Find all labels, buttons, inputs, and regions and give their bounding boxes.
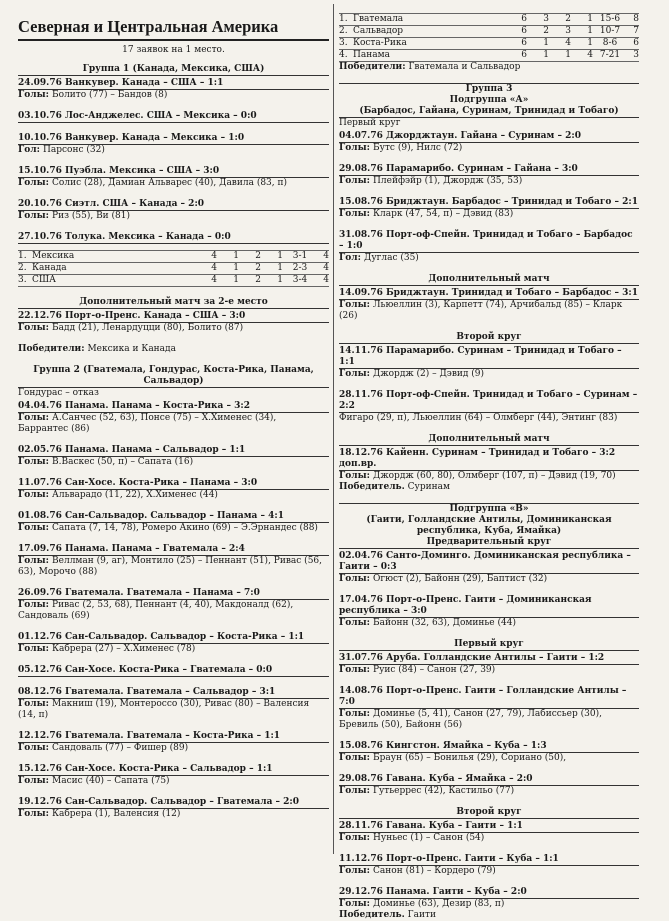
match-header: 14.09.76 Бриджтаун. Тринидад и Тобаго – Барбадос – 3:1 [339,288,639,298]
match [18,687,329,721]
match [18,111,329,123]
match-goals: Голы: Нуньес (1) – Санон (54) [339,833,485,843]
goals-label: Голы: [18,600,53,610]
match [18,588,329,622]
match-goals: Голы: Джордж (60, 80), Олмберг (107, п) – Дэвид (19, 70) [339,471,616,481]
match [18,544,329,578]
match-header: 29.08.76 Парамарибо. Суринам – Гайана – 3:0 [339,164,639,176]
match-header: 14.11.76 Парамарибо. Суринам – Тринидад и Тобаго – 1:1 [339,346,639,369]
match [18,133,329,156]
subgroup-b-winner: Победитель. Гаити [339,910,436,920]
match-header: 29.08.76 Гавана. Куба – Ямайка – 2:0 [339,774,639,786]
goals-label: Голы: [18,490,53,500]
match-header: 17.04.76 Порт-о-Пренс. Гаити – Доминиканская республика – 3:0 [339,595,639,618]
match [18,511,329,534]
goals-label: Голы: [339,209,374,219]
group2-withdrawn: Гондурас – отказ [18,388,99,398]
goals-label: Голы: [18,178,53,188]
match [339,346,639,380]
match-header: 27.10.76 Толука. Мексика – Канада – 0:0 [18,232,329,244]
goals-label: Голы: [18,776,53,786]
match-goals: Голы: Альварадо (11, 22), Х.Хименес (44) [18,490,218,500]
goals-label: Голы: [339,369,374,379]
match-header: 04.04.76 Панама. Панама – Коста-Рика – 3:2 [18,401,329,413]
match [339,448,639,482]
goals-label: Гол: [18,145,44,155]
match-goals: Голы: Ривас (2, 53, 68), Пеннант (4, 40), Макдоналд (62), Сандоваль (69) [18,600,294,621]
match [18,78,329,101]
match-goals: Голы: Бутс (9), Нилс (72) [339,143,463,153]
goals-label: Голы: [18,457,53,467]
standings-row: 4. Панама 6 1 1 4 7-21 3 [339,50,639,60]
subgroup-a-round1: Первый круг [339,118,401,128]
match-goals: Голы: А.Санчес (52, 63), Понсе (75) – Х.Хименес (34), Баррантес (86) [18,413,277,434]
match [18,232,329,244]
standings-row: 2. Канада 4 1 2 1 2-3 4 [18,263,329,273]
match-header: 15.08.76 Кингстон. Ямайка – Куба – 1:3 [339,741,639,753]
match [339,164,639,187]
subgroup-a-round2: Второй круг [339,332,639,344]
match-header: 31.07.76 Аруба. Голландские Антилы – Гаити – 1:2 [339,653,639,665]
match-goals: Голы: Риз (55), Ви (81) [18,211,131,221]
subgroup-b-preliminary-matches [339,551,639,629]
match [18,478,329,501]
match-header: 22.12.76 Порт-о-Пренс. Канада – США – 3:0 [18,311,329,323]
standings-row: 1. Мексика 4 1 2 1 3-1 4 [18,251,329,261]
goals-label: Голы: [18,211,53,221]
match [339,551,639,585]
goals-label: Голы: [18,323,53,333]
match [18,311,329,334]
subgroup-b-round1: Первый круг [339,639,639,651]
match-header: 10.10.76 Ванкувер. Канада – Мексика – 1:0 [18,133,329,145]
match-goals: Гол: Дуглас (35) [339,253,419,263]
match [18,764,329,787]
match-header: 18.12.76 Кайенн. Суринам – Тринидад и Тобаго – 3:2 доп.вр. [339,448,639,471]
match-goals: Голы: Браун (65) – Бонилья (29), Сориано (50), [339,753,567,763]
match-header: 05.12.76 Сан-Хосе. Коста-Рика – Гватемала – 0:0 [18,665,329,677]
match-goals: Голы: Масис (40) – Сапата (75) [18,776,170,786]
match [18,199,329,222]
standings-row: 2. Сальвадор 6 2 3 1 10-7 7 [339,26,639,36]
match-header: 08.12.76 Гватемала. Гватемала – Сальвадор – 3:1 [18,687,329,699]
match [339,686,639,731]
match-header: 11.12.76 Порт-о-Пренс. Гаити – Куба – 1:1 [339,854,639,866]
goals-label: Голы: [18,523,53,533]
match-header: 26.09.76 Гватемала. Гватемала – Панама – 7:0 [18,588,329,600]
match [339,854,639,877]
match [339,595,639,629]
match-header: 28.11.76 Гавана. Куба – Гаити – 1:1 [339,821,639,833]
match [339,741,639,764]
match-header: 20.10.76 Сиэтл. США – Канада – 2:0 [18,199,329,211]
goals-label: Голы: [18,699,53,709]
group1-winners: Победители: Мексика и Канада [18,344,176,354]
match-header: 24.09.76 Ванкувер. Канада – США – 1:1 [18,78,329,90]
group1-extra-match [18,311,329,334]
match-goals: Голы: Кабрера (1), Валенсия (12) [18,809,181,819]
match-goals: Фигаро (29, п), Льюеллин (64) – Олмберг (44), Энтинг (83) [339,413,618,423]
subgroup-b-teams: (Гаити, Голландские Антилы, Доминиканская республика, Куба, Ямайка) [366,515,612,536]
match-goals: Голы: Кларк (47, 54, п) – Дэвид (83) [339,209,514,219]
match-header: 15.08.76 Бриджтаун. Барбадос – Тринидад и Тобаго – 2:1 [339,197,639,207]
goals-label: Голы: [339,471,374,481]
goals-label: Голы: [18,743,53,753]
subgroup-b-round1-matches [339,653,639,797]
goals-label: Голы: [339,574,374,584]
subgroup-a-winner: Победитель. Суринам [339,482,450,492]
match-goals: Голы: Доминье (63), Дезир (83, п) [339,899,505,909]
match [18,445,329,468]
group2-matches [18,401,329,820]
goals-label: Голы: [339,866,374,876]
goals-label: Голы: [339,833,374,843]
match [18,797,329,820]
match [339,288,639,322]
group3-title: Группа 3 [339,83,639,95]
match [339,131,639,154]
group1-matches [18,78,329,244]
goals-label: Голы: [339,300,374,310]
group2-standings [339,13,639,62]
goals-label: Голы: [339,899,374,909]
subgroup-a-title: Подгруппа «А» [449,95,529,105]
match-header: 12.12.76 Гватемала. Гватемала – Коста-Рика – 1:1 [18,731,329,743]
left-column [18,13,329,820]
goals-label: Голы: [18,90,53,100]
match-header: 03.10.76 Лос-Анджелес. США – Мексика – 0:0 [18,111,329,123]
group1-extra-title: Дополнительный матч за 2-е место [18,297,329,309]
subgroup-a-extra-title: Дополнительный матч [339,274,639,286]
entries-note: 17 заявок на 1 место. [122,45,225,55]
subgroup-a-extra-match [339,288,639,322]
goals-label: Голы: [18,556,53,566]
goals-label: Голы: [339,176,374,186]
subgroup-b-preliminary: Предварительный круг [339,537,639,549]
group2-winners: Победители: Гватемала и Сальвадор [339,62,521,72]
match-header: 15.10.76 Пуэбла. Мексика – США – 3:0 [18,166,329,178]
goals-label: Гол: [339,253,365,263]
subgroup-a-round2-matches [339,346,639,424]
match-goals: Голы: Байонн (32, 63), Доминье (44) [339,618,516,628]
match-header: 02.05.76 Панама. Панама – Сальвадор – 1:1 [18,445,329,457]
goals-label: Голы: [339,753,374,763]
match [339,774,639,797]
goals-label: Голы: [18,809,53,819]
match-goals: Голы: Санон (81) – Кордеро (79) [339,866,496,876]
match [18,166,329,189]
match-goals: Голы: Руис (84) – Санон (27, 39) [339,665,496,675]
match-header: 01.08.76 Сан-Сальвадор. Сальвадор – Панама – 4:1 [18,511,329,523]
goals-label: Голы: [339,786,374,796]
goals-label: Голы: [339,709,374,719]
match-header: 31.08.76 Порт-оф-Спейн. Тринидад и Тобаго – Барбадос – 1:0 [339,230,639,253]
match [339,197,639,220]
match-goals: Голы: Бадд (21), Ленардуцци (80), Болито (87) [18,323,244,333]
column-divider [333,4,334,854]
goals-label: Голы: [339,665,374,675]
match-header: 15.12.76 Сан-Хосе. Коста-Рика – Сальвадор – 1:1 [18,764,329,776]
match [339,653,639,676]
match-goals: Голы: Сапата (7, 14, 78), Ромеро Акино (69) – Э.Эрнандес (88) [18,523,318,533]
page-title: Северная и Центральная Америка [18,13,329,41]
match [339,390,639,424]
group1-standings [18,250,329,287]
standings-row: 3. США 4 1 2 1 3-4 4 [18,275,329,285]
standings-row: 3. Коста-Рика 6 1 4 1 8-6 6 [339,38,639,48]
match-goals: Голы: Джордж (2) – Дэвид (9) [339,369,485,379]
match-header: 02.04.76 Санто-Доминго. Доминиканская республика – Гаити – 0:3 [339,551,639,574]
right-column [339,13,639,921]
match-goals: Голы: Болито (77) – Бандов (8) [18,90,168,100]
subgroup-b-title: Подгруппа «В» [339,503,639,515]
goals-label: Голы: [339,618,374,628]
goals-label: Голы: [18,413,53,423]
match-goals: Голы: В.Васкес (50, п) – Сапата (16) [18,457,194,467]
match-header: 11.07.76 Сан-Хосе. Коста-Рика – Панама – 3:0 [18,478,329,490]
match-header: 14.08.76 Порт-о-Пренс. Гаити – Голландские Антилы – 7:0 [339,686,639,709]
match-goals: Голы: Веллман (9, аг), Монтило (25) – Пеннант (51), Ривас (56, 63), Морочо (88) [18,556,323,577]
match-goals: Голы: Гутьеррес (42), Кастильо (77) [339,786,515,796]
match-goals: Голы: Плейфэйр (1), Джордж (35, 53) [339,176,523,186]
match-header: 17.09.76 Панама. Панама – Гватемала – 2:4 [18,544,329,556]
match [18,665,329,677]
group1-title: Группа 1 (Канада, Мексика, США) [18,64,329,76]
match-goals: Голы: Огюст (2), Байонн (29), Баптист (32) [339,574,548,584]
match-header: 29.12.76 Панама. Гаити – Куба – 2:0 [339,887,639,899]
match-goals: Голы: Льюеллин (3), Карпетт (74), Арчибальд (85) – Кларк (26) [339,300,623,321]
match-goals: Голы: Кабрера (27) – Х.Хименес (78) [18,644,196,654]
subgroup-a-extra2-match [339,448,639,482]
subgroup-a-extra2-title: Дополнительный матч [339,434,639,446]
group2-title: Группа 2 (Гватемала, Гондурас, Коста-Рика, Панама, Сальвадор) [18,365,329,388]
match-header: 19.12.76 Сан-Сальвадор. Сальвадор – Гватемала – 2:0 [18,797,329,809]
match [18,632,329,655]
match-goals: Голы: Макниш (19), Монтероссо (30), Ривас (80) – Валенсия (14, п) [18,699,310,720]
goals-label: Голы: [339,143,374,153]
match [339,821,639,844]
subgroup-a-teams: (Барбадос, Гайана, Суринам, Тринидад и Тобаго) [339,106,639,118]
match-header: 01.12.76 Сан-Сальвадор. Сальвадор – Коста-Рика – 1:1 [18,632,329,644]
goals-label: Голы: [18,644,53,654]
match-goals: Голы: Доминье (5, 41), Санон (27, 79), Лабиссьер (30), Бревиль (50), Байонн (56) [339,709,602,730]
match-goals: Гол: Парсонс (32) [18,145,105,155]
subgroup-a-round1-matches [339,131,639,264]
match [18,401,329,435]
subgroup-b-round2-matches [339,821,639,910]
match-header: 04.07.76 Джорджтаун. Гайана – Суринам – 2:0 [339,131,639,143]
standings-row: 1. Гватемала 6 3 2 1 15-6 8 [339,14,639,24]
match-header: 28.11.76 Порт-оф-Спейн. Тринидад и Тобаго – Суринам – 2:2 [339,390,638,411]
match-goals: Голы: Сандоваль (77) – Фишер (89) [18,743,189,753]
match [339,887,639,910]
match [18,731,329,754]
match-goals: Голы: Солис (28), Дамиан Альварес (40), Давила (83, п) [18,178,288,188]
subgroup-b-round2: Второй круг [339,807,639,819]
match [339,230,639,264]
